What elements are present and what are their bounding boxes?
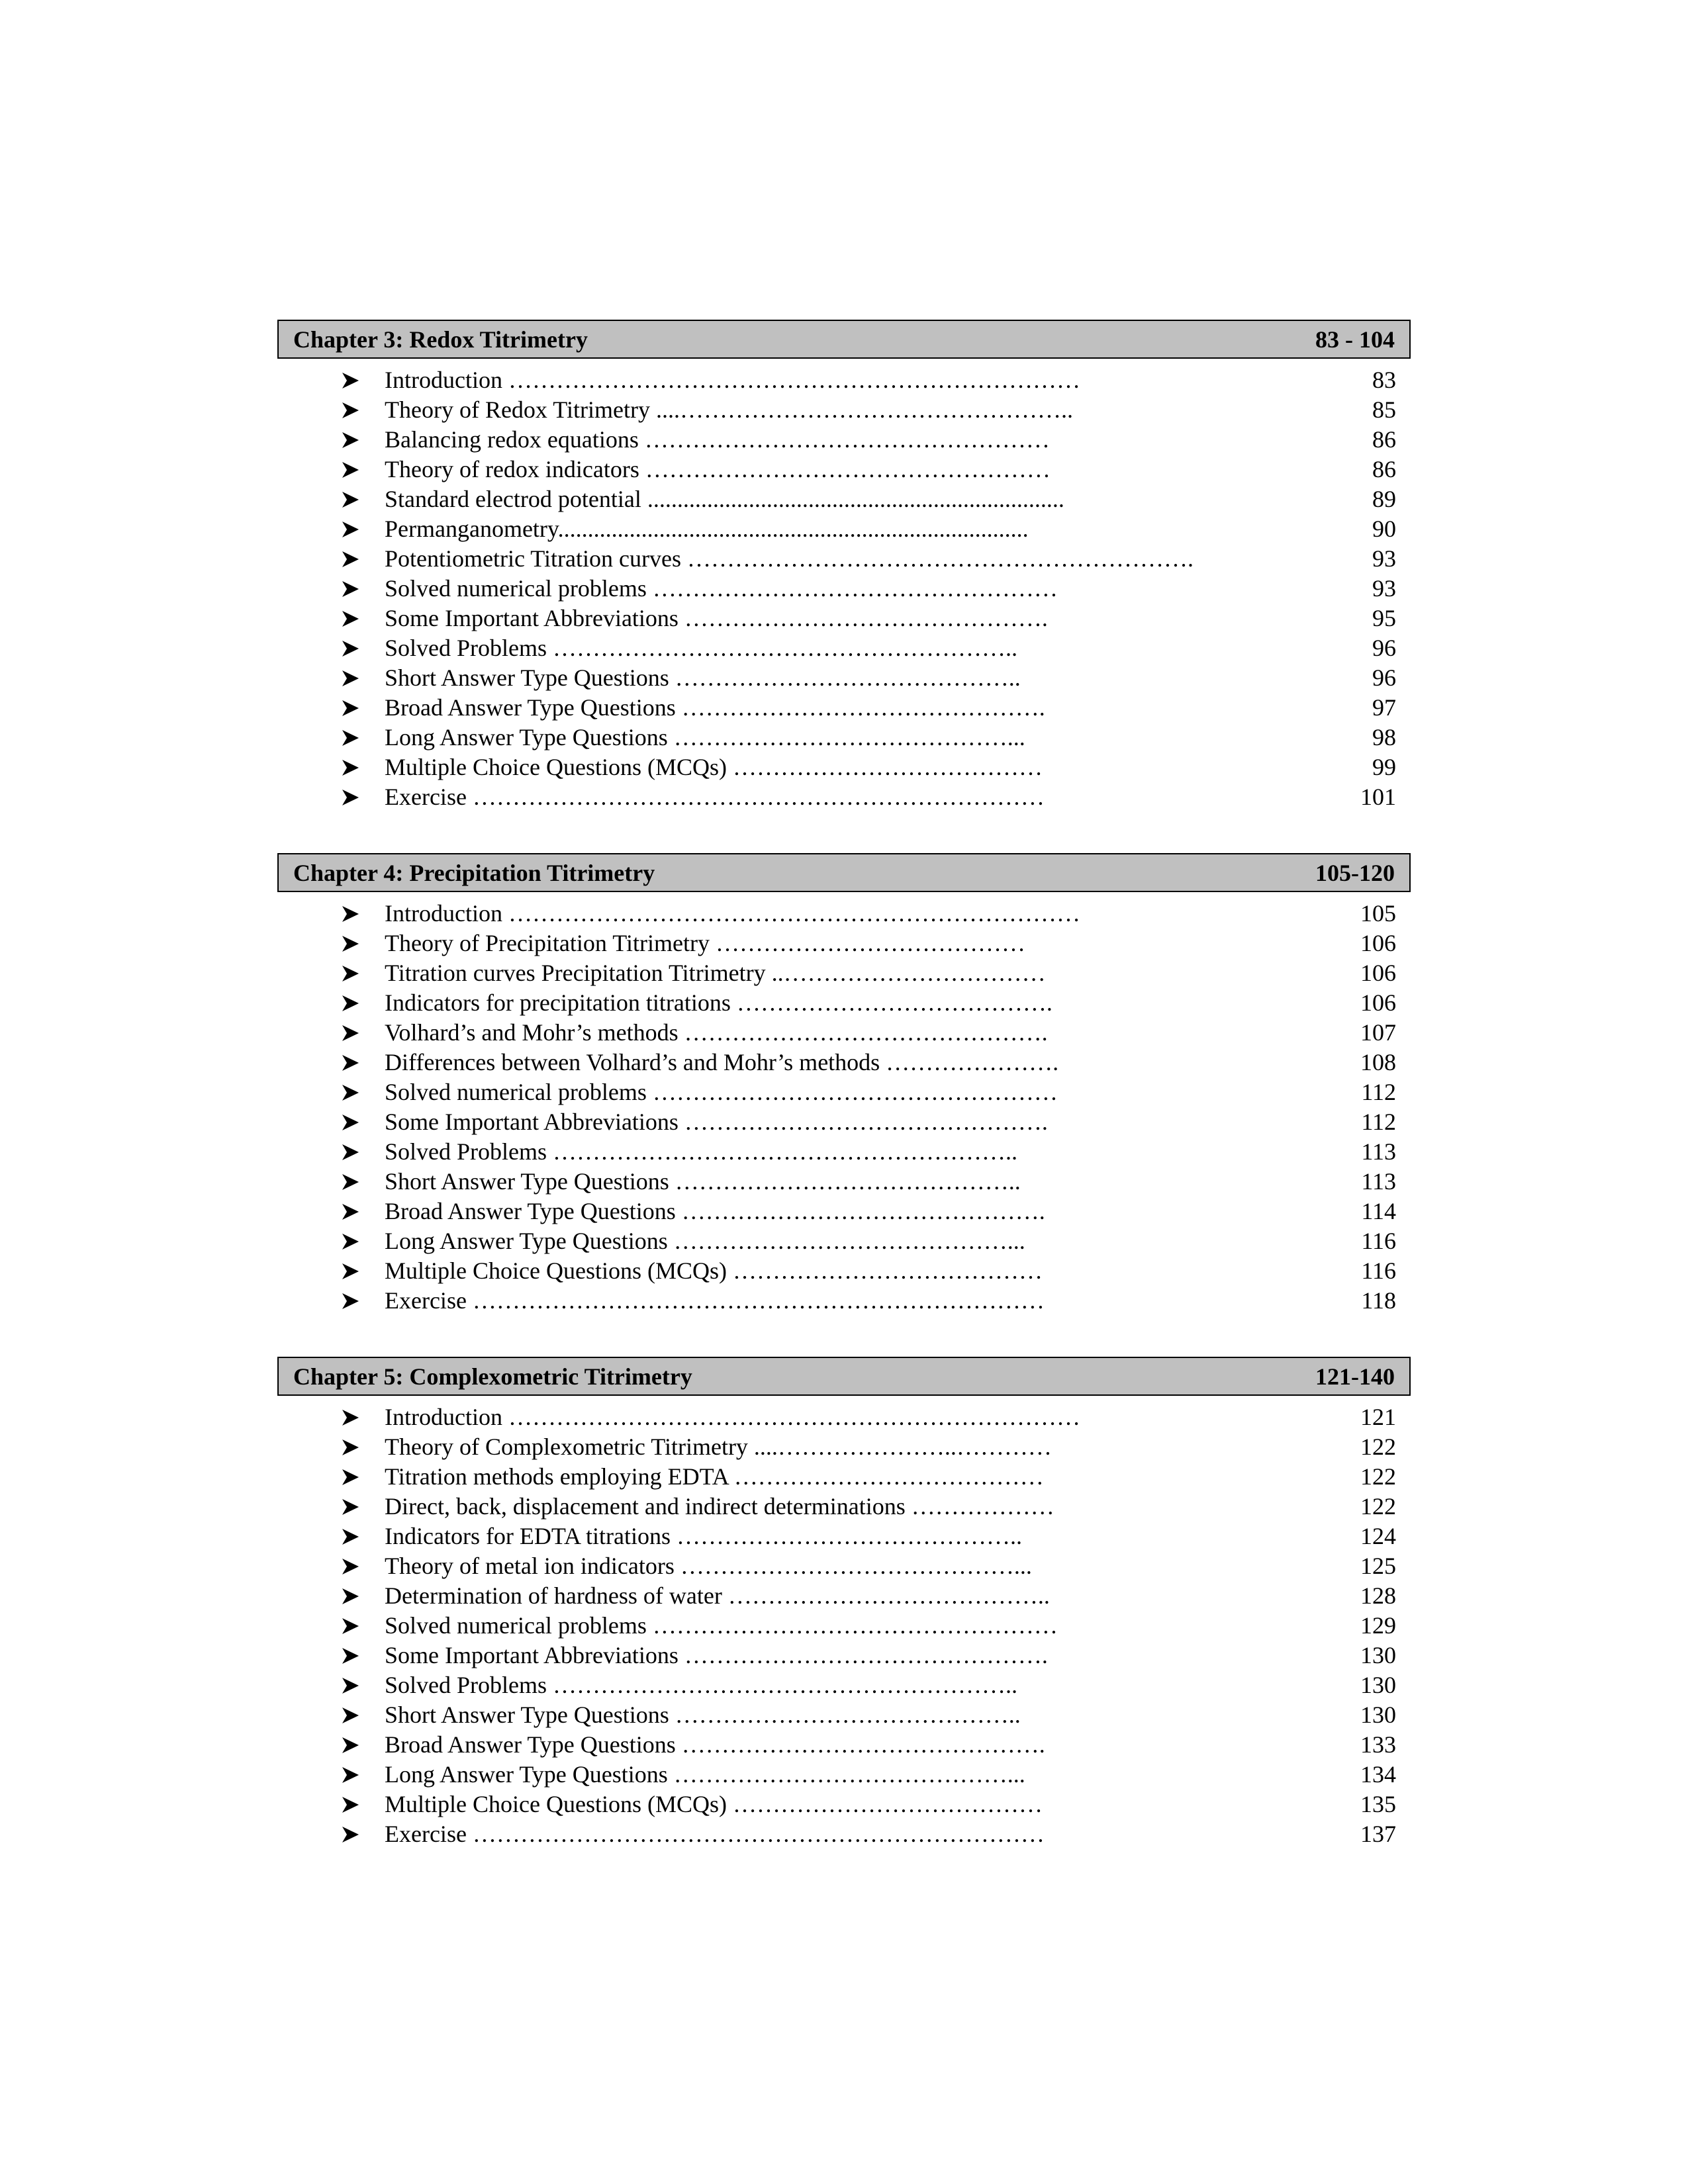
entry-title: Titration curves Precipitation Titrimetry ..…………………………… bbox=[385, 960, 1046, 986]
arrow-bullet-icon bbox=[338, 1197, 362, 1226]
entry-page-number: 105 bbox=[1360, 900, 1396, 927]
entry-page-number: 113 bbox=[1361, 1168, 1396, 1195]
chapter-page-range: 105-120 bbox=[1315, 859, 1395, 886]
entry-page-number: 130 bbox=[1360, 1672, 1396, 1698]
toc-entry bbox=[277, 604, 1411, 633]
entry-page-number: 130 bbox=[1360, 1702, 1396, 1728]
chapter-title: Chapter 5: Complexometric Titrimetry bbox=[293, 1363, 692, 1390]
toc-entry bbox=[277, 723, 1411, 752]
entry-title: Balancing redox equations …………………………………………… bbox=[385, 426, 1050, 453]
toc-entry bbox=[277, 1137, 1411, 1167]
toc-entry bbox=[277, 1286, 1411, 1316]
toc-entry bbox=[277, 1730, 1411, 1760]
entry-page-number: 137 bbox=[1360, 1821, 1396, 1847]
arrow-bullet-icon bbox=[338, 1641, 362, 1670]
entry-page-number: 96 bbox=[1372, 664, 1396, 691]
arrow-bullet-icon bbox=[338, 484, 362, 514]
entry-title: Theory of redox indicators …………………………………………… bbox=[385, 456, 1051, 482]
entry-page-number: 93 bbox=[1372, 575, 1396, 602]
toc-entry bbox=[277, 1402, 1411, 1432]
arrow-bullet-icon bbox=[338, 1819, 362, 1849]
entry-page-number: 116 bbox=[1361, 1228, 1396, 1254]
chapter-entries bbox=[277, 899, 1411, 1316]
arrow-bullet-icon bbox=[338, 1137, 362, 1167]
entry-title: Broad Answer Type Questions ………………………………………. bbox=[385, 694, 1045, 721]
toc-entry bbox=[277, 1167, 1411, 1197]
arrow-bullet-icon bbox=[338, 1730, 362, 1760]
entry-page-number: 112 bbox=[1361, 1079, 1396, 1105]
arrow-bullet-icon bbox=[338, 1048, 362, 1077]
entry-page-number: 114 bbox=[1361, 1198, 1396, 1224]
toc-entry bbox=[277, 1077, 1411, 1107]
entry-page-number: 122 bbox=[1360, 1493, 1396, 1520]
entry-page-number: 98 bbox=[1372, 724, 1396, 751]
entry-page-number: 134 bbox=[1360, 1761, 1396, 1788]
entry-title: Introduction ……………………………………………………………… bbox=[385, 900, 1080, 927]
chapter-entries bbox=[277, 1402, 1411, 1849]
toc-entry bbox=[277, 365, 1411, 395]
entry-title: Potentiometric Titration curves ………………………………………………………. bbox=[385, 545, 1194, 572]
entry-title: Theory of Complexometric Titrimetry ....…………………..………… bbox=[385, 1433, 1052, 1460]
entry-page-number: 96 bbox=[1372, 635, 1396, 661]
arrow-bullet-icon bbox=[338, 1581, 362, 1611]
arrow-bullet-icon bbox=[338, 752, 362, 782]
toc-entry bbox=[277, 1522, 1411, 1551]
entry-page-number: 129 bbox=[1360, 1612, 1396, 1639]
entry-page-number: 128 bbox=[1360, 1582, 1396, 1609]
arrow-bullet-icon bbox=[338, 1286, 362, 1316]
toc-entry bbox=[277, 1226, 1411, 1256]
toc-entry bbox=[277, 1611, 1411, 1641]
entry-page-number: 107 bbox=[1360, 1019, 1396, 1046]
toc-entry bbox=[277, 395, 1411, 425]
entry-page-number: 133 bbox=[1360, 1731, 1396, 1758]
toc-entry bbox=[277, 425, 1411, 455]
toc-entry bbox=[277, 782, 1411, 812]
chapter-title: Chapter 4: Precipitation Titrimetry bbox=[293, 859, 655, 886]
entry-page-number: 125 bbox=[1360, 1553, 1396, 1579]
arrow-bullet-icon bbox=[338, 1492, 362, 1522]
toc-entry bbox=[277, 1197, 1411, 1226]
toc-entry bbox=[277, 574, 1411, 604]
entry-page-number: 106 bbox=[1360, 930, 1396, 956]
table-of-contents bbox=[277, 320, 1411, 1890]
arrow-bullet-icon bbox=[338, 1670, 362, 1700]
arrow-bullet-icon bbox=[338, 365, 362, 395]
arrow-bullet-icon bbox=[338, 1107, 362, 1137]
entry-title: Determination of hardness of water ………………………………….. bbox=[385, 1582, 1050, 1609]
entry-title: Some Important Abbreviations ………………………………………. bbox=[385, 605, 1048, 631]
arrow-bullet-icon bbox=[338, 782, 362, 812]
toc-entry bbox=[277, 663, 1411, 693]
entry-title: Solved numerical problems …………………………………………… bbox=[385, 575, 1058, 602]
entry-title: Short Answer Type Questions …………………………………….. bbox=[385, 1168, 1021, 1195]
chapter-section bbox=[277, 1357, 1411, 1849]
entry-page-number: 106 bbox=[1360, 960, 1396, 986]
chapter-title: Chapter 3: Redox Titrimetry bbox=[293, 326, 588, 353]
toc-entry bbox=[277, 1819, 1411, 1849]
entry-page-number: 130 bbox=[1360, 1642, 1396, 1668]
entry-page-number: 108 bbox=[1360, 1049, 1396, 1075]
entry-page-number: 121 bbox=[1360, 1404, 1396, 1430]
entry-title: Exercise ……………………………………………………………… bbox=[385, 784, 1045, 810]
toc-entry bbox=[277, 1581, 1411, 1611]
arrow-bullet-icon bbox=[338, 604, 362, 633]
entry-title: Introduction ……………………………………………………………… bbox=[385, 367, 1080, 393]
arrow-bullet-icon bbox=[338, 1462, 362, 1492]
toc-entry bbox=[277, 455, 1411, 484]
chapter-entries bbox=[277, 365, 1411, 812]
entry-page-number: 113 bbox=[1361, 1138, 1396, 1165]
toc-entry bbox=[277, 1107, 1411, 1137]
chapter-header bbox=[277, 320, 1411, 359]
entry-page-number: 93 bbox=[1372, 545, 1396, 572]
entry-title: Some Important Abbreviations ………………………………………. bbox=[385, 1109, 1048, 1135]
entry-title: Solved Problems ………………………………………………….. bbox=[385, 635, 1018, 661]
entry-page-number: 99 bbox=[1372, 754, 1396, 780]
toc-entry bbox=[277, 1790, 1411, 1819]
entry-title: Exercise ……………………………………………………………… bbox=[385, 1287, 1045, 1314]
entry-title: Titration methods employing EDTA ………………………………… bbox=[385, 1463, 1044, 1490]
arrow-bullet-icon bbox=[338, 1167, 362, 1197]
arrow-bullet-icon bbox=[338, 425, 362, 455]
arrow-bullet-icon bbox=[338, 1760, 362, 1790]
toc-entry bbox=[277, 958, 1411, 988]
chapter-section bbox=[277, 853, 1411, 1316]
toc-entry bbox=[277, 633, 1411, 663]
toc-entry bbox=[277, 544, 1411, 574]
toc-entry bbox=[277, 514, 1411, 544]
entry-title: Multiple Choice Questions (MCQs) ………………………………… bbox=[385, 1791, 1043, 1817]
toc-entry bbox=[277, 1048, 1411, 1077]
entry-page-number: 86 bbox=[1372, 456, 1396, 482]
entry-page-number: 124 bbox=[1360, 1523, 1396, 1549]
arrow-bullet-icon bbox=[338, 663, 362, 693]
arrow-bullet-icon bbox=[338, 1611, 362, 1641]
arrow-bullet-icon bbox=[338, 1551, 362, 1581]
entry-page-number: 90 bbox=[1372, 516, 1396, 542]
entry-title: Exercise ……………………………………………………………… bbox=[385, 1821, 1045, 1847]
toc-entry bbox=[277, 1462, 1411, 1492]
entry-page-number: 122 bbox=[1360, 1433, 1396, 1460]
arrow-bullet-icon bbox=[338, 455, 362, 484]
entry-title: Direct, back, displacement and indirect determinations ……………… bbox=[385, 1493, 1055, 1520]
toc-entry bbox=[277, 929, 1411, 958]
arrow-bullet-icon bbox=[338, 574, 362, 604]
entry-title: Theory of Redox Titrimetry ....………………………………………….. bbox=[385, 396, 1073, 423]
arrow-bullet-icon bbox=[338, 1522, 362, 1551]
entry-page-number: 122 bbox=[1360, 1463, 1396, 1490]
entry-title: Broad Answer Type Questions ………………………………………. bbox=[385, 1731, 1045, 1758]
arrow-bullet-icon bbox=[338, 395, 362, 425]
entry-page-number: 116 bbox=[1361, 1257, 1396, 1284]
entry-page-number: 112 bbox=[1361, 1109, 1396, 1135]
arrow-bullet-icon bbox=[338, 988, 362, 1018]
entry-title: Volhard’s and Mohr’s methods ………………………………………. bbox=[385, 1019, 1048, 1046]
entry-page-number: 83 bbox=[1372, 367, 1396, 393]
entry-title: Long Answer Type Questions ……………………………………... bbox=[385, 724, 1025, 751]
entry-page-number: 101 bbox=[1360, 784, 1396, 810]
arrow-bullet-icon bbox=[338, 958, 362, 988]
arrow-bullet-icon bbox=[338, 633, 362, 663]
toc-entry bbox=[277, 1670, 1411, 1700]
entry-title: Solved numerical problems …………………………………………… bbox=[385, 1612, 1058, 1639]
entry-title: Indicators for EDTA titrations …………………………………….. bbox=[385, 1523, 1023, 1549]
arrow-bullet-icon bbox=[338, 1077, 362, 1107]
chapter-section bbox=[277, 320, 1411, 812]
arrow-bullet-icon bbox=[338, 1402, 362, 1432]
entry-page-number: 95 bbox=[1372, 605, 1396, 631]
entry-title: Short Answer Type Questions …………………………………….. bbox=[385, 664, 1021, 691]
toc-entry bbox=[277, 1641, 1411, 1670]
entry-page-number: 89 bbox=[1372, 486, 1396, 512]
toc-entry bbox=[277, 1551, 1411, 1581]
chapter-header bbox=[277, 853, 1411, 892]
entry-title: Multiple Choice Questions (MCQs) ………………………………… bbox=[385, 754, 1043, 780]
entry-title: Theory of metal ion indicators ……………………………………... bbox=[385, 1553, 1032, 1579]
entry-title: Some Important Abbreviations ………………………………………. bbox=[385, 1642, 1048, 1668]
entry-page-number: 118 bbox=[1361, 1287, 1396, 1314]
arrow-bullet-icon bbox=[338, 899, 362, 929]
toc-entry bbox=[277, 1018, 1411, 1048]
arrow-bullet-icon bbox=[338, 929, 362, 958]
entry-title: Introduction ……………………………………………………………… bbox=[385, 1404, 1080, 1430]
toc-entry bbox=[277, 693, 1411, 723]
entry-page-number: 85 bbox=[1372, 396, 1396, 423]
arrow-bullet-icon bbox=[338, 514, 362, 544]
toc-entry bbox=[277, 484, 1411, 514]
entry-title: Solved Problems ………………………………………………….. bbox=[385, 1672, 1018, 1698]
entry-title: Long Answer Type Questions ……………………………………... bbox=[385, 1228, 1025, 1254]
entry-page-number: 106 bbox=[1360, 989, 1396, 1016]
chapter-header bbox=[277, 1357, 1411, 1396]
chapter-page-range: 121-140 bbox=[1315, 1363, 1395, 1390]
toc-entry bbox=[277, 1432, 1411, 1462]
entry-title: Standard electrod potential ...................................................................... bbox=[385, 486, 1064, 512]
entry-title: Indicators for precipitation titrations …………………………………. bbox=[385, 989, 1053, 1016]
toc-entry bbox=[277, 1256, 1411, 1286]
toc-entry bbox=[277, 1760, 1411, 1790]
entry-page-number: 97 bbox=[1372, 694, 1396, 721]
toc-entry bbox=[277, 1492, 1411, 1522]
arrow-bullet-icon bbox=[338, 1790, 362, 1819]
toc-entry bbox=[277, 752, 1411, 782]
entry-title: Short Answer Type Questions …………………………………….. bbox=[385, 1702, 1021, 1728]
entry-title: Theory of Precipitation Titrimetry ………………………………… bbox=[385, 930, 1025, 956]
arrow-bullet-icon bbox=[338, 1256, 362, 1286]
toc-entry bbox=[277, 1700, 1411, 1730]
arrow-bullet-icon bbox=[338, 1432, 362, 1462]
entry-title: Broad Answer Type Questions ………………………………………. bbox=[385, 1198, 1045, 1224]
arrow-bullet-icon bbox=[338, 1018, 362, 1048]
entry-page-number: 135 bbox=[1360, 1791, 1396, 1817]
entry-page-number: 86 bbox=[1372, 426, 1396, 453]
arrow-bullet-icon bbox=[338, 544, 362, 574]
entry-title: Multiple Choice Questions (MCQs) ………………………………… bbox=[385, 1257, 1043, 1284]
arrow-bullet-icon bbox=[338, 693, 362, 723]
entry-title: Long Answer Type Questions ……………………………………... bbox=[385, 1761, 1025, 1788]
entry-title: Differences between Volhard’s and Mohr’s methods …………………. bbox=[385, 1049, 1059, 1075]
toc-entry bbox=[277, 988, 1411, 1018]
arrow-bullet-icon bbox=[338, 723, 362, 752]
arrow-bullet-icon bbox=[338, 1700, 362, 1730]
toc-entry bbox=[277, 899, 1411, 929]
chapter-page-range: 83 - 104 bbox=[1315, 326, 1395, 353]
entry-title: Permanganometry............................................................................... bbox=[385, 516, 1029, 542]
entry-title: Solved Problems ………………………………………………….. bbox=[385, 1138, 1018, 1165]
arrow-bullet-icon bbox=[338, 1226, 362, 1256]
entry-title: Solved numerical problems …………………………………………… bbox=[385, 1079, 1058, 1105]
